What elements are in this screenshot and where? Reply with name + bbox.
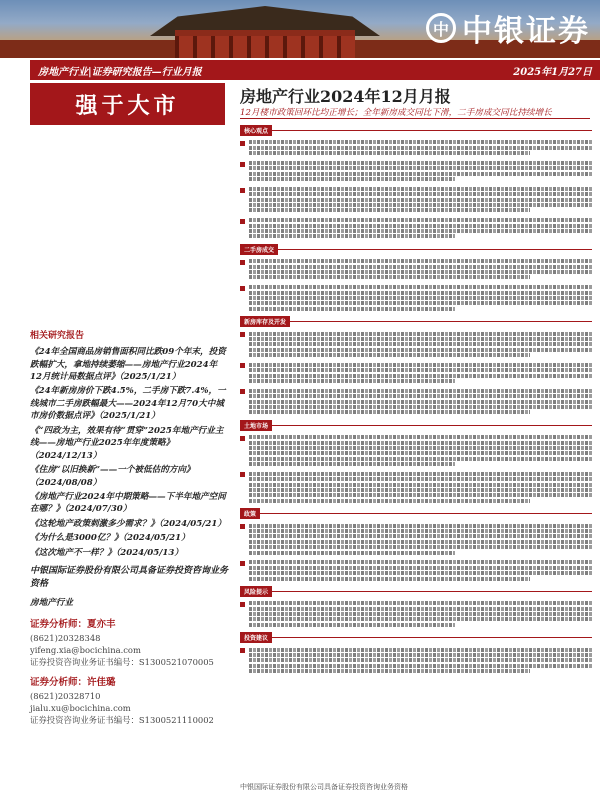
section-label: 新房库存及开发 (240, 316, 290, 327)
bullet-icon (240, 141, 245, 146)
paragraph (240, 470, 592, 504)
banner-columns (175, 36, 355, 58)
paragraph (240, 258, 592, 281)
paragraph (240, 330, 592, 358)
bullet-icon (240, 436, 245, 441)
analyst-phone: (8621)20328710 (30, 690, 101, 701)
bullet-icon (240, 524, 245, 529)
paragraph (240, 600, 592, 628)
section-header (240, 632, 592, 643)
section-header (240, 586, 592, 597)
company-logo (426, 6, 590, 50)
bullet-icon (240, 188, 245, 193)
bullet-icon (240, 389, 245, 394)
section-header (240, 244, 592, 255)
paragraph (240, 646, 592, 674)
bullet-icon (240, 260, 245, 265)
related-report-item[interactable]: 《为什么是3000亿？》（2024/05/21） (30, 533, 190, 544)
paragraph (240, 217, 592, 240)
org-qualification: 中银国际证券股份有限公司具备证券投资咨询业务资格 (30, 566, 229, 590)
bullet-icon (240, 602, 245, 607)
header-banner (0, 0, 600, 58)
analyst-phone: (8621)20328348 (30, 632, 101, 643)
analyst-email[interactable]: yifeng.xia@bocichina.com (30, 644, 141, 655)
paragraph (240, 387, 592, 415)
paragraph (240, 186, 592, 214)
banner-wall-left (0, 40, 175, 58)
logo-mark-icon: 中 (426, 13, 456, 43)
section-label: 核心观点 (240, 125, 272, 136)
bullet-icon (240, 286, 245, 291)
paragraph (240, 284, 592, 312)
related-report-item[interactable]: 《24年全国商品房销售面积同比跌09个年末，投资跌幅扩大，拿地持续萎缩——房地产行业2024年12月统计局数据点评》（2025/1/21） (30, 347, 226, 382)
section-label: 政策 (240, 508, 260, 519)
related-report-item[interactable]: 《住房“以旧换新”——一个被低估的方向》（2024/08/08） (30, 465, 195, 488)
section-header (240, 508, 592, 519)
bullet-icon (240, 648, 245, 653)
sector-label: 房地产行业 (30, 598, 73, 609)
analyst-cert: 证券投资咨询业务证书编号：S1300521110002 (30, 715, 214, 726)
bullet-icon (240, 561, 245, 566)
bullet-icon (240, 162, 245, 167)
bullet-icon (240, 472, 245, 477)
related-report-item[interactable]: 《“四政为主，效果有待“贯穿”2025年地产行业主线——房地产行业2025年年度策略》（2024/12/13） (30, 425, 224, 461)
related-report-item[interactable]: 《这次地产不一样？》（2024/05/13） (30, 547, 183, 558)
bullet-icon (240, 332, 245, 337)
related-report-item[interactable]: 《这轮地产政策刺激多少需求？》（2024/05/21） (30, 518, 226, 529)
paragraph (240, 522, 592, 556)
paragraph (240, 434, 592, 468)
section-header (240, 125, 592, 136)
paragraph (240, 160, 592, 183)
related-reports-header: 相关研究报告 (30, 331, 85, 341)
report-title: 房地产行业2024年12月月报 (240, 87, 451, 106)
sidebar (30, 330, 228, 727)
section-label: 土地市场 (240, 420, 272, 431)
bullet-icon (240, 219, 245, 224)
report-category: 房地产行业|证券研究报告—行业月报 (38, 66, 202, 78)
page-footer: 中银国际证券股份有限公司具备证券投资咨询业务资格 (240, 783, 408, 791)
title-divider (240, 118, 590, 119)
analyst-name: 证券分析师：夏亦丰 (30, 618, 116, 630)
analyst-name: 证券分析师：许佳璐 (30, 677, 116, 689)
related-report-item[interactable]: 《24年新房房价下跌4.5%，二手房下跌7.4%，一线城市二手房跌幅最大——2024年12月70大中城市房价数据点评》（2025/1/21） (30, 386, 226, 422)
section-header (240, 420, 592, 431)
paragraph (240, 361, 592, 384)
rating-box: 强于大市 (30, 83, 225, 125)
analyst-cert: 证券投资咨询业务证书编号：S1300521070005 (30, 656, 214, 667)
section-label: 投资建议 (240, 632, 272, 643)
analyst-email[interactable]: jialu.xu@bocichina.com (30, 703, 131, 714)
logo-name: 中银证券 (462, 14, 590, 49)
related-report-item[interactable]: 《房地产行业2024年中期策略——下半年地产空间在哪？》（2024/07/30） (30, 492, 226, 515)
report-date: 2025年1月27日 (513, 66, 592, 78)
section-header (240, 316, 592, 327)
bullet-icon (240, 363, 245, 368)
report-body (240, 121, 592, 793)
paragraph (240, 559, 592, 582)
section-label: 二手房成交 (240, 244, 278, 255)
report-subtitle: 12月楼市政策回环比均正增长；全年新房成交同比下滑，二手房成交同比持续增长 (240, 108, 552, 118)
paragraph (240, 139, 592, 157)
section-label: 风险提示 (240, 586, 272, 597)
report-category-bar (30, 60, 600, 80)
